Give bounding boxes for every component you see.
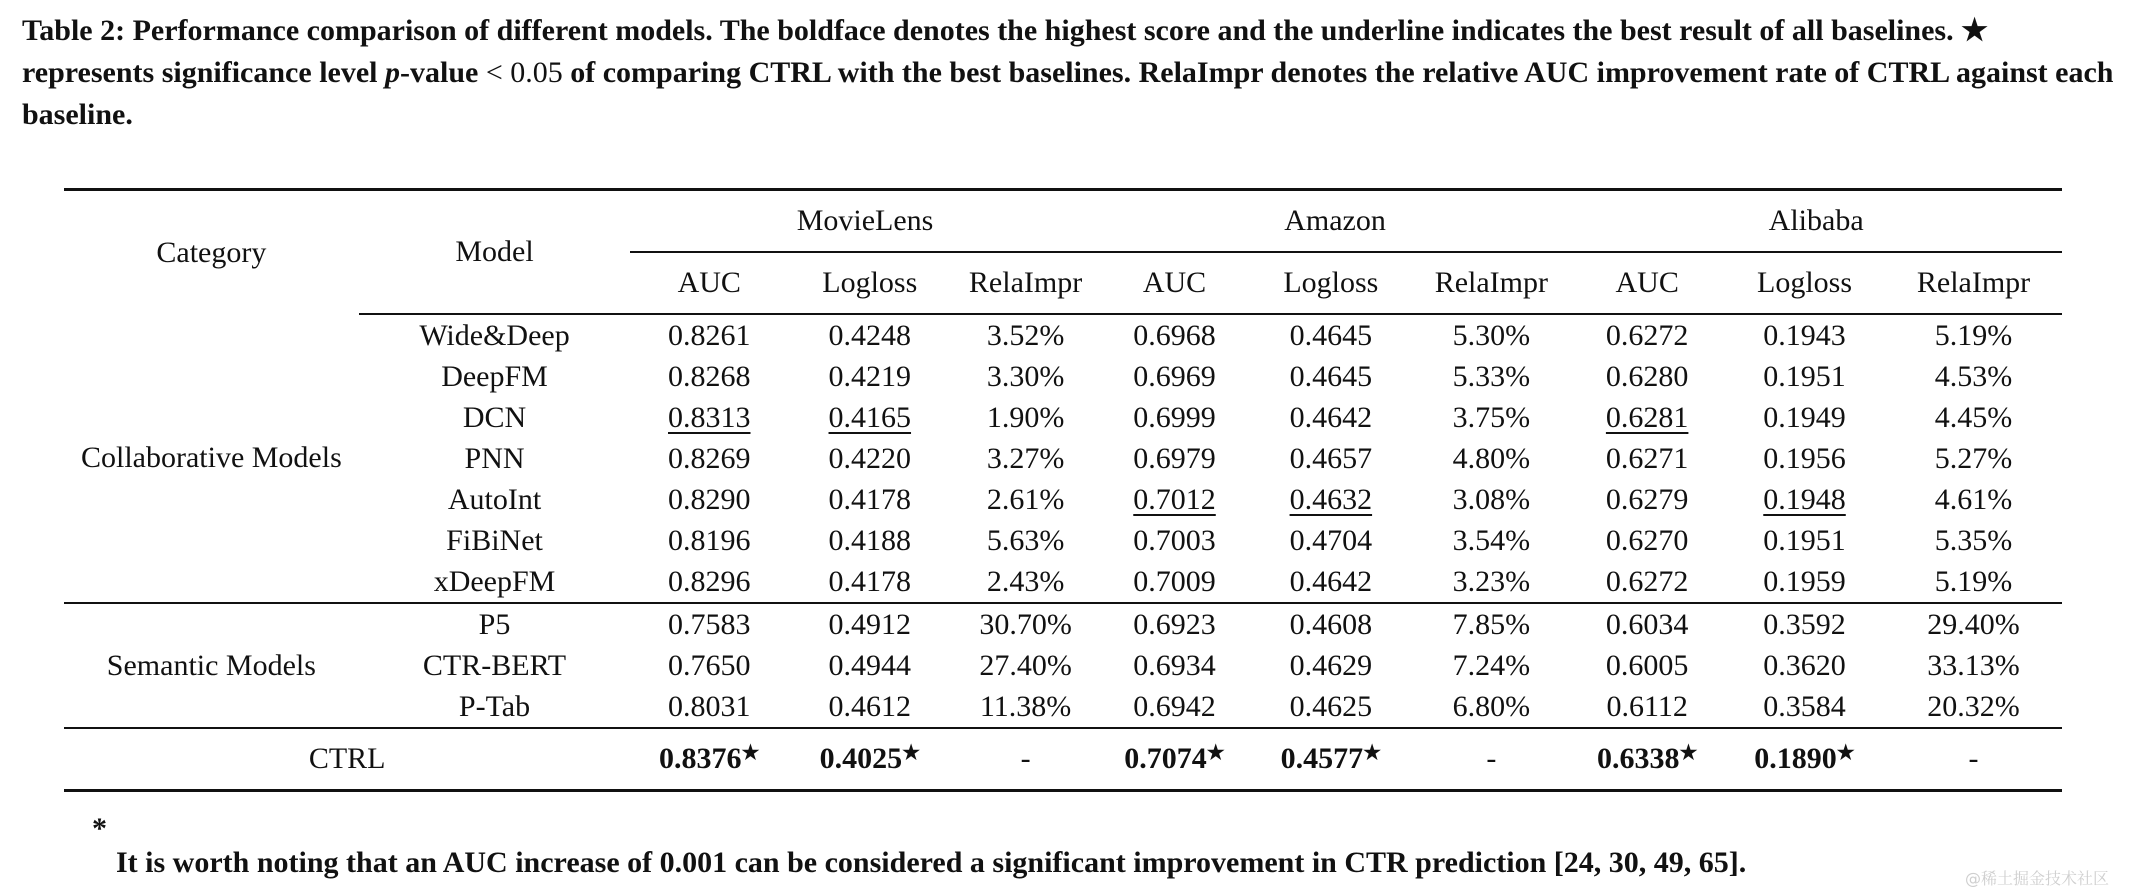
metric-header: Logloss [1283,266,1379,299]
value-text: 5.27% [1934,441,2013,475]
value-text: 0.4220 [828,441,912,475]
value-cell [1412,520,1570,561]
value-text: 0.1943 [1763,318,1846,352]
value-text: 0.8290 [668,482,751,516]
value-text: 0.4178 [828,564,912,598]
value-text: 2.61% [986,482,1065,516]
ctrl-value-text: 0.6338 [1596,742,1680,775]
value-text: 0.6034 [1605,607,1689,641]
value-text: 11.38% [979,689,1072,723]
value-cell [1412,686,1570,728]
value-cell [1570,520,1724,561]
value-cell [1724,356,1885,397]
value-cell [1570,397,1724,438]
model-cell: DCN [462,400,527,434]
caption-text: Performance comparison of different models. The boldface denotes the highest score and the underline indicates the best result of all baselines. [125,14,1962,47]
value-cell [951,314,1099,356]
value-text: 0.6968 [1133,318,1216,352]
value-text: 0.7009 [1133,564,1216,598]
value-text: 0.4645 [1289,318,1373,352]
value-cell [1249,397,1412,438]
value-text: 0.1956 [1763,441,1846,475]
value-cell [1570,561,1724,603]
metric-header: RelaImpr [968,266,1083,299]
ctrl-value-text: 0.4577 [1280,742,1364,775]
model-cell: DeepFM [441,359,548,393]
value-cell [1724,314,1885,356]
star-symbol: ★ [741,742,760,764]
value-text: 0.1951 [1763,359,1846,393]
value-text: 0.6280 [1605,359,1689,393]
value-text: 0.7003 [1133,523,1216,557]
p-value-threshold: 0.05 [502,56,563,89]
value-cell [951,356,1099,397]
value-text: 1.90% [986,400,1065,434]
value-text: 0.6969 [1133,359,1216,393]
value-text: 0.8261 [668,318,751,352]
value-cell [1100,686,1249,728]
category-header: Category [156,235,267,269]
value-cell [1412,397,1570,438]
value-cell [951,645,1099,686]
value-cell [1885,479,2062,520]
star-symbol: ★ [1836,742,1855,764]
value-text: 5.33% [1452,359,1531,393]
value-cell [788,356,951,397]
value-cell [1570,438,1724,479]
value-cell [1724,438,1885,479]
ctrl-value-text: 0.7074 [1124,742,1207,775]
value-text: 0.4645 [1289,359,1373,393]
value-cell [1249,479,1412,520]
value-cell [1100,438,1249,479]
value-text: 0.4642 [1289,400,1373,434]
value-text: 0.4219 [828,359,912,393]
value-cell [1885,645,2062,686]
ctrl-value-text: 0.8376 [659,742,742,775]
value-text: 3.30% [986,359,1065,393]
value-cell [1100,520,1249,561]
value-cell [1724,479,1885,520]
value-text: 0.6272 [1605,318,1689,352]
value-cell [951,520,1099,561]
model-cell: P-Tab [458,689,531,723]
value-cell [1570,479,1724,520]
value-cell [1885,686,2062,728]
value-cell [1249,561,1412,603]
value-text: 6.80% [1452,689,1531,723]
value-text: 0.4608 [1289,607,1373,641]
table-caption [22,10,2117,136]
ctrl-model-cell: CTRL [308,742,386,775]
dataset-header: Amazon [1100,190,1571,253]
value-text: 0.4248 [828,318,912,352]
value-text: 5.19% [1934,564,2013,598]
value-text: 0.8313 [668,400,751,434]
metric-header: RelaImpr [1916,266,2031,299]
value-cell [630,520,788,561]
value-text: 0.8196 [668,523,751,557]
value-cell [1412,356,1570,397]
value-cell [1570,686,1724,728]
value-cell [1100,397,1249,438]
value-text: 3.27% [986,441,1065,475]
value-cell [1724,561,1885,603]
value-cell [788,603,951,645]
star-symbol: ★ [902,742,920,764]
ctrl-value-text: - [1020,742,1031,775]
caption-text: -value [400,56,486,89]
star-symbol: ★ [1363,742,1382,764]
value-text: 0.3620 [1763,648,1846,682]
ctrl-value-text: - [1486,742,1497,775]
ctrl-value-cell [630,728,788,791]
star-symbol: ★ [1961,14,1989,47]
value-cell [951,397,1099,438]
value-cell [1885,397,2062,438]
value-cell [1570,356,1724,397]
value-cell [630,397,788,438]
value-cell [630,356,788,397]
value-cell [1249,645,1412,686]
dataset-header: MovieLens [630,190,1099,253]
star-symbol: ★ [1206,742,1225,764]
value-text: 3.75% [1452,400,1531,434]
value-text: 27.40% [979,648,1072,682]
value-cell [1100,356,1249,397]
value-text: 0.7012 [1133,482,1216,516]
value-text: 0.6934 [1133,648,1216,682]
value-text: 0.4165 [828,400,912,434]
model-cell: xDeepFM [433,564,556,598]
ctrl-value-text: 0.4025 [819,742,903,775]
ctrl-value-cell [788,728,951,791]
value-text: 0.6270 [1605,523,1689,557]
value-cell [788,645,951,686]
model-cell: FiBiNet [446,523,543,557]
value-text: 0.6279 [1605,482,1689,516]
value-cell [1885,314,2062,356]
value-cell [1885,520,2062,561]
star-symbol: ★ [1679,742,1698,764]
watermark: @稀土掘金技术社区 [1965,869,2110,888]
value-cell [630,479,788,520]
value-text: 5.35% [1934,523,2013,557]
value-text: 0.8031 [668,689,751,723]
value-text: 0.4188 [828,523,912,557]
value-cell [1570,314,1724,356]
value-text: 4.61% [1934,482,2013,516]
value-text: 0.4657 [1289,441,1373,475]
value-cell [788,686,951,728]
value-text: 3.54% [1452,523,1531,557]
value-text: 7.24% [1452,648,1531,682]
value-cell [1100,561,1249,603]
value-cell [1249,314,1412,356]
value-text: 0.6005 [1605,648,1689,682]
value-text: 0.4632 [1289,482,1373,516]
value-cell [1724,645,1885,686]
value-cell [630,686,788,728]
value-cell [1249,686,1412,728]
value-cell [1570,645,1724,686]
value-cell [1100,603,1249,645]
ctrl-value-cell [1249,728,1412,791]
value-cell [1412,603,1570,645]
model-cell: CTR-BERT [422,648,567,682]
value-cell [1570,603,1724,645]
ctrl-value-text: - [1968,742,1979,775]
value-text: 0.4625 [1289,689,1373,723]
value-text: 0.4629 [1289,648,1373,682]
value-cell [788,520,951,561]
value-cell [951,438,1099,479]
value-text: 30.70% [979,607,1072,641]
value-text: 5.19% [1934,318,2013,352]
value-cell [630,645,788,686]
value-text: 0.6112 [1606,689,1688,723]
ctrl-value-cell [1412,728,1570,791]
value-text: 0.4612 [828,689,912,723]
dataset-header: Alibaba [1570,190,2062,253]
ctrl-value-cell [951,728,1099,791]
footnote-marker: * [92,812,107,845]
value-cell [1100,314,1249,356]
p-symbol: p [385,56,400,89]
value-cell [1724,686,1885,728]
ctrl-value-cell [1100,728,1249,791]
value-cell [1100,645,1249,686]
value-text: 0.1951 [1763,523,1846,557]
value-text: 3.08% [1452,482,1531,516]
value-text: 29.40% [1927,607,2020,641]
value-text: 7.85% [1452,607,1531,641]
value-cell [788,314,951,356]
value-cell [951,479,1099,520]
value-text: 0.6271 [1605,441,1689,475]
value-text: 0.6979 [1133,441,1216,475]
value-text: 4.45% [1934,400,2013,434]
model-cell: PNN [464,441,525,475]
model-cell: Wide&Deep [359,314,631,356]
value-cell [1249,520,1412,561]
value-cell [630,438,788,479]
caption-text: of comparing CTRL with the best baselines. RelaImpr denotes the relative AUC improvement rate of CTRL against each baseline. [22,56,2114,131]
value-text: 0.6923 [1133,607,1216,641]
value-text: 4.53% [1934,359,2013,393]
metric-header: AUC [677,266,741,299]
value-text: 0.6272 [1605,564,1689,598]
value-text: 0.4178 [828,482,912,516]
value-cell [951,686,1099,728]
value-text: 0.6999 [1133,400,1216,434]
value-text: 0.8268 [668,359,751,393]
ctrl-value-cell [1724,728,1885,791]
value-text: 0.8269 [668,441,751,475]
metric-header: Logloss [822,266,918,299]
value-text: 0.4704 [1289,523,1373,557]
value-cell [1885,438,2062,479]
category-cell: Semantic Models [106,648,316,682]
value-text: 0.4912 [828,607,912,641]
value-text: 0.4642 [1289,564,1373,598]
value-cell [1249,438,1412,479]
value-cell [788,561,951,603]
results-table [64,188,2062,792]
value-text: 33.13% [1927,648,2020,682]
model-cell: P5 [478,607,511,641]
category-cell: Collaborative Models [80,441,342,474]
value-cell [951,561,1099,603]
metric-header: AUC [1615,266,1679,299]
value-cell [788,397,951,438]
caption-text: represents significance level [22,56,385,89]
value-cell [1249,603,1412,645]
value-cell [1412,561,1570,603]
value-cell [1412,314,1570,356]
value-cell [951,603,1099,645]
value-cell [1724,520,1885,561]
value-cell [630,561,788,603]
less-than-symbol: < [485,56,503,89]
value-cell [630,314,788,356]
value-cell [1249,356,1412,397]
value-cell [1100,479,1249,520]
value-text: 0.1959 [1763,564,1846,598]
metric-header: AUC [1142,266,1207,299]
value-cell [1412,645,1570,686]
value-text: 0.8296 [668,564,751,598]
value-cell [1885,356,2062,397]
footnote-text: It is worth noting that an AUC increase of 0.001 can be considered a significant improvement in CTR prediction [24, 30, 49, 65]. [116,846,1747,879]
value-text: 3.52% [986,318,1065,352]
value-text: 5.63% [986,523,1065,557]
value-cell [1885,603,2062,645]
value-cell [1724,603,1885,645]
value-text: 0.7650 [668,648,751,682]
value-text: 0.4944 [828,648,912,682]
value-text: 4.80% [1452,441,1531,475]
ctrl-value-cell [1885,728,2062,791]
value-text: 0.6281 [1605,400,1689,434]
model-header: Model [455,235,534,268]
metric-header: Logloss [1757,266,1853,299]
value-text: 0.1949 [1763,400,1846,434]
caption-label: Table 2: [22,14,126,47]
value-text: 0.3584 [1763,689,1846,723]
value-cell [788,479,951,520]
value-cell [1412,479,1570,520]
value-text: 3.23% [1452,564,1531,598]
value-text: 0.7583 [668,607,751,641]
ctrl-value-cell [1570,728,1724,791]
value-text: 0.1948 [1763,482,1846,516]
value-text: 5.30% [1452,318,1531,352]
value-text: 20.32% [1927,689,2020,723]
value-cell [1724,397,1885,438]
value-cell [630,603,788,645]
value-cell [788,438,951,479]
value-cell [1885,561,2062,603]
value-text: 0.6942 [1133,689,1216,723]
ctrl-value-text: 0.1890 [1754,742,1837,775]
model-cell: AutoInt [447,482,542,516]
value-text: 2.43% [986,564,1065,598]
value-text: 0.3592 [1763,607,1846,641]
metric-header: RelaImpr [1434,266,1548,299]
value-cell [1412,438,1570,479]
